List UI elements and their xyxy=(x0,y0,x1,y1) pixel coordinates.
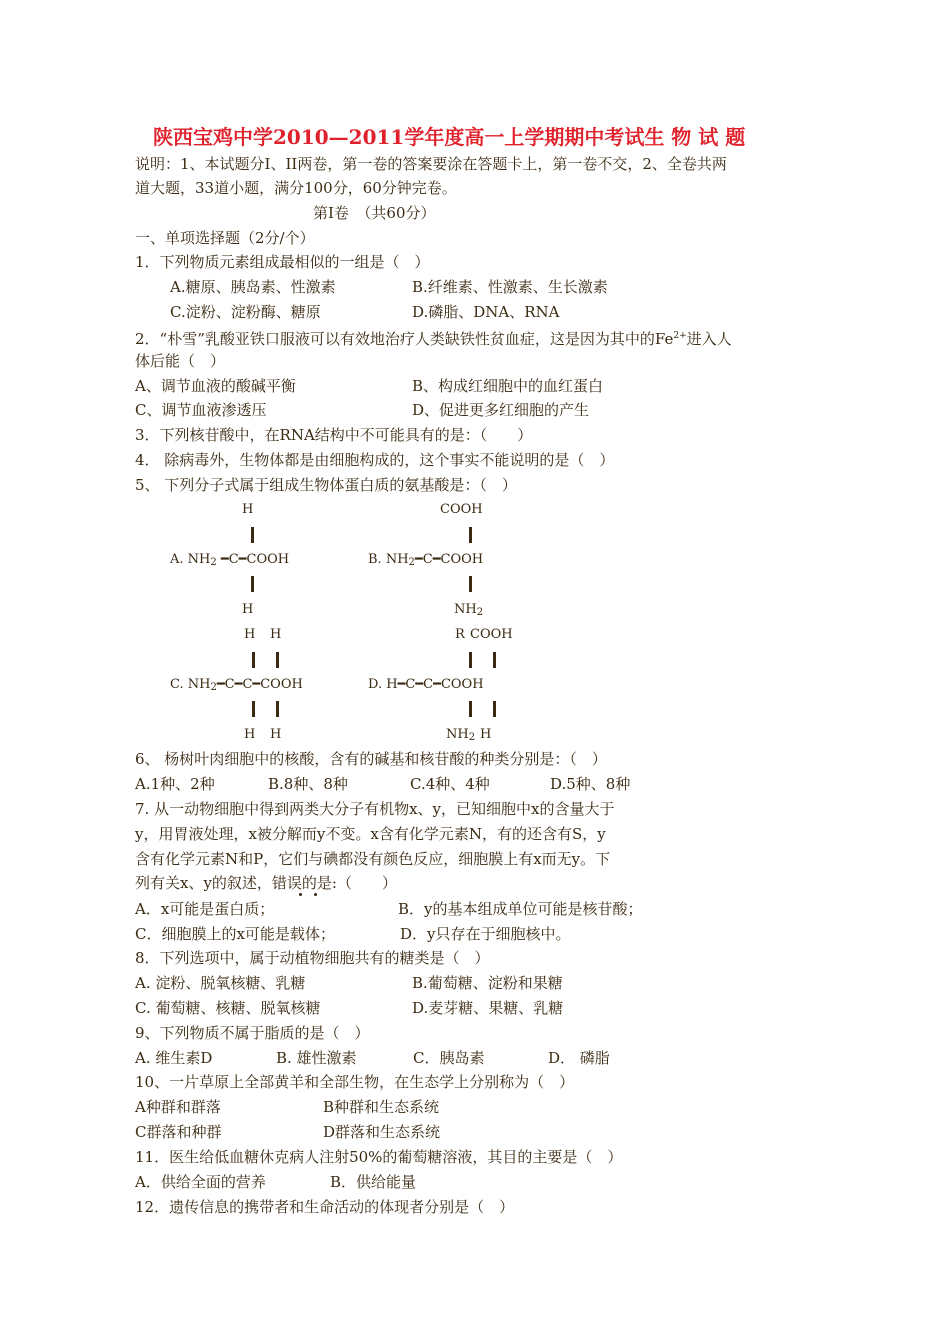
page-title: 陕西宝鸡中学2010—2011学年度高一上学期期中考试生 物 试 题 xyxy=(153,125,746,149)
q2-option-c: C、调节血液渗透压 xyxy=(135,401,267,419)
q9-stem: 9、下列物质不属于脂质的是（ ） xyxy=(135,1024,370,1042)
q8-option-b: B.葡萄糖、淀粉和果糖 xyxy=(412,974,563,992)
mol-c-bond-up-2 xyxy=(276,652,279,668)
q6-option-a: A.1种、2种 xyxy=(135,775,215,793)
q10-option-a: A种群和群落 xyxy=(135,1098,221,1116)
q1-option-b: B.纤维素、性激素、生长激素 xyxy=(412,278,608,296)
q1-option-c: C.淀粉、淀粉酶、糖原 xyxy=(170,303,321,321)
mol-d-top-1: R xyxy=(455,627,465,642)
mol-c-bond-down-2 xyxy=(276,701,279,717)
mol-a-bottom: H xyxy=(242,602,254,617)
q2-option-b: B、构成红细胞中的血红蛋白 xyxy=(412,377,604,395)
mol-d-bottom-2: H xyxy=(480,727,492,742)
q10-option-c: C群落和种群 xyxy=(135,1123,222,1141)
q2-option-a: A、调节血液的酸碱平衡 xyxy=(135,377,296,395)
q11-option-b: B．供给能量 xyxy=(330,1173,417,1191)
q7-stem-line-4: 列有关x、y的叙述，错误的是:（ ） xyxy=(135,874,397,892)
mol-a-bond-up xyxy=(251,527,254,543)
q10-option-b: B种群和生态系统 xyxy=(323,1098,440,1116)
q7-option-b: B．y的基本组成单位可能是核苷酸； xyxy=(398,900,643,918)
q9-option-d: D． 磷脂 xyxy=(548,1049,610,1067)
mol-d-label: D. H━C━C━COOH xyxy=(368,677,484,692)
q7-stem-line-3: 含有化学元素N和P，它们与碘都没有颜色反应，细胞膜上有x而无y。下 xyxy=(135,850,611,868)
mol-d-bond-down-1 xyxy=(469,701,472,717)
mol-d-bond-up-2 xyxy=(493,652,496,668)
emphasis-dot xyxy=(299,893,302,896)
q2-stem-line-1: 2．“朴雪”乳酸亚铁口服液可以有效地治疗人类缺铁性贫血症，这是因为其中的$Fe^{2+}$进入人 xyxy=(135,330,732,348)
mol-c-top-1: H xyxy=(244,627,256,642)
q4-stem: 4． 除病毒外，生物体都是由细胞构成的，这个事实不能说明的是（ ） xyxy=(135,451,615,469)
q7-option-a: A．x可能是蛋白质； xyxy=(135,900,275,918)
q5-stem: 5、 下列分子式属于组成生物体蛋白质的氨基酸是：（ ） xyxy=(135,476,517,494)
mol-d-bottom-1: $NH_2$ xyxy=(446,727,476,743)
q11-option-a: A．供给全面的营养 xyxy=(135,1173,266,1191)
q2-stem-line-2: 体后能（ ） xyxy=(135,352,226,370)
q7-stem-line-1: 7. 从一动物细胞中得到两类大分子有机物x、y，已知细胞中x的含量大于 xyxy=(135,800,615,818)
q8-option-a: A. 淀粉、脱氧核糖、乳糖 xyxy=(135,974,306,992)
emphasis-dot xyxy=(314,893,317,896)
q1-option-d: D.磷脂、DNA、RNA xyxy=(412,303,560,321)
q10-option-d: D群落和生态系统 xyxy=(323,1123,441,1141)
mol-d-bond-up-1 xyxy=(469,652,472,668)
mol-d-top-2: COOH xyxy=(470,627,513,642)
mol-b-bottom: $NH_2$ xyxy=(454,602,484,618)
mol-b-label: B. $NH_2━C━COOH$ xyxy=(368,552,484,568)
q10-stem: 10、一片草原上全部黄羊和全部生物，在生态学上分别称为（ ） xyxy=(135,1073,575,1091)
q8-option-c: C. 葡萄糖、核糖、脱氧核糖 xyxy=(135,999,321,1017)
mol-c-bottom-1: H xyxy=(244,727,256,742)
mol-a-top: H xyxy=(242,502,254,517)
q7-stem-line-2: y，用胃液处理，x被分解而y不变。x含有化学元素N，有的还含有S，y xyxy=(135,825,606,843)
q7-option-d: D．y只存在于细胞核中。 xyxy=(400,925,571,943)
mol-a-bond-down xyxy=(251,576,254,592)
q3-stem: 3．下列核苷酸中，在RNA结构中不可能具有的是：（ ） xyxy=(135,426,533,444)
q7-option-c: C．细胞膜上的x可能是载体； xyxy=(135,925,335,943)
q8-option-d: D.麦芽糖、果糖、乳糖 xyxy=(412,999,564,1017)
mol-c-bond-down-1 xyxy=(252,701,255,717)
part-heading: 一、单项选择题（2分/个） xyxy=(135,229,315,247)
q1-stem: 1．下列物质元素组成最相似的一组是（ ） xyxy=(135,253,430,271)
q8-stem: 8．下列选项中，属于动植物细胞共有的糖类是（ ） xyxy=(135,949,490,967)
mol-a-label: A. $NH_2$ ━C━COOH xyxy=(170,552,290,568)
intro-line-2: 道大题，33道小题，满分100分，60分钟完卷。 xyxy=(135,179,457,197)
q1-option-a: A.糖原、胰岛素、性激素 xyxy=(170,278,336,296)
q6-stem: 6、 杨树叶肉细胞中的核酸，含有的碱基和核苷酸的种类分别是：（ ） xyxy=(135,750,607,768)
q6-option-b: B.8种、8种 xyxy=(268,775,348,793)
mol-c-bond-up-1 xyxy=(252,652,255,668)
section-heading: 第I卷 （共60分） xyxy=(313,204,436,222)
mol-c-label: C. $NH_2━C━C━COOH$ xyxy=(170,677,303,693)
mol-c-bottom-2: H xyxy=(270,727,282,742)
mol-b-top: COOH xyxy=(440,502,483,517)
mol-b-bond-up xyxy=(469,527,472,543)
q9-option-c: C．胰岛素 xyxy=(413,1049,485,1067)
intro-line-1: 说明：1、本试题分I、II两卷，第一卷的答案要涂在答题卡上，第一卷不交，2、全卷共两 xyxy=(135,155,727,173)
q6-option-d: D.5种、8种 xyxy=(550,775,631,793)
q9-option-a: A. 维生素D xyxy=(135,1049,213,1067)
q6-option-c: C.4种、4种 xyxy=(410,775,490,793)
q9-option-b: B. 雄性激素 xyxy=(276,1049,357,1067)
q2-option-d: D、促进更多红细胞的产生 xyxy=(412,401,590,419)
q11-stem: 11．医生给低血糖休克病人注射50%的葡萄糖溶液，其目的主要是（ ） xyxy=(135,1148,623,1166)
q12-stem: 12．遗传信息的携带者和生命活动的体现者分别是（ ） xyxy=(135,1198,515,1216)
mol-c-top-2: H xyxy=(270,627,282,642)
mol-b-bond-down xyxy=(469,576,472,592)
mol-d-bond-down-2 xyxy=(493,701,496,717)
